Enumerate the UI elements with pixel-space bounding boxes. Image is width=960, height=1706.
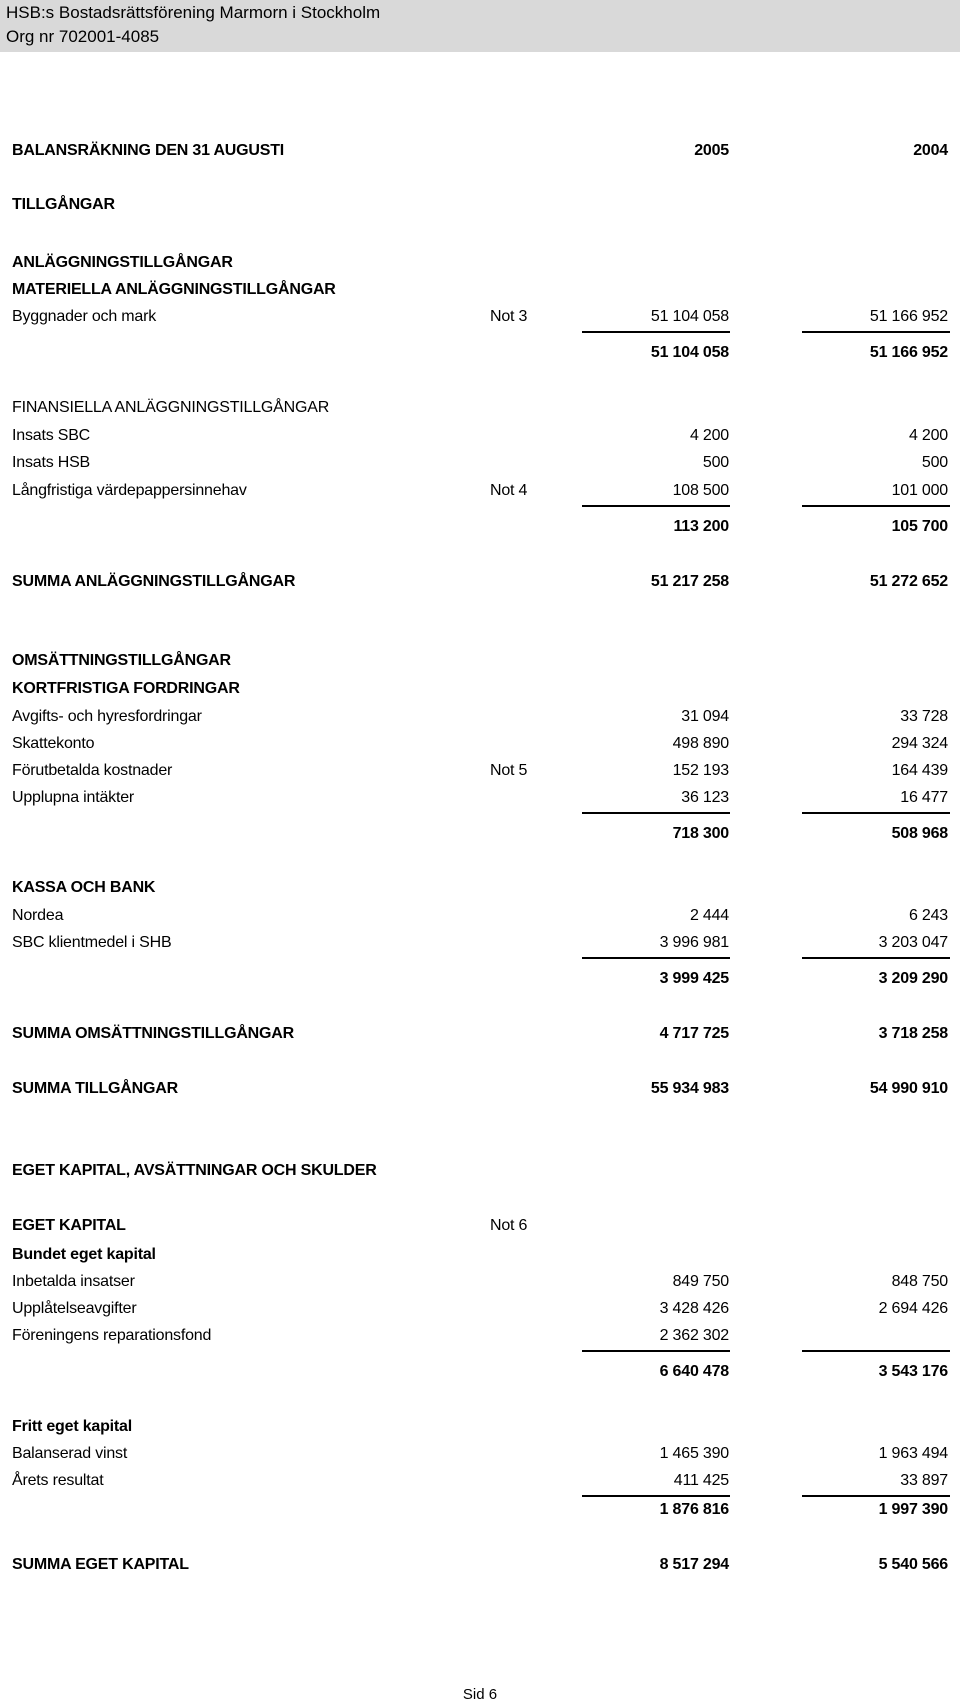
row-label: SUMMA OMSÄTTNINGSTILLGÅNGAR [12, 1025, 294, 1042]
subtotal-row [0, 825, 960, 847]
value-2005: 36 123 [681, 789, 729, 806]
value-2004: 6 243 [908, 907, 948, 924]
table-row [0, 308, 960, 330]
value-2004: 500 [921, 454, 948, 471]
row-label: KORTFRISTIGA FORDRINGAR [12, 680, 240, 697]
value-2005: 55 934 983 [650, 1080, 729, 1097]
underline [802, 505, 950, 507]
value-2005: 51 104 058 [650, 344, 729, 361]
section-heading [0, 1162, 960, 1184]
value-2005: 3 428 426 [659, 1300, 729, 1317]
value-2004: 51 166 952 [869, 344, 948, 361]
value-2004: 33 728 [900, 708, 948, 725]
row-label: Föreningens reparationsfond [12, 1327, 212, 1344]
year-2005: 2005 [694, 142, 729, 159]
table-row [0, 1300, 960, 1322]
value-2005: 411 425 [673, 1472, 729, 1489]
row-label: SBC klientmedel i SHB [12, 934, 172, 951]
value-2004: 3 209 290 [878, 970, 948, 987]
section-heading [0, 652, 960, 674]
value-2004: 848 750 [891, 1273, 948, 1290]
value-2005: 1 876 816 [659, 1501, 729, 1518]
underline [802, 957, 950, 959]
value-2005: 718 300 [672, 825, 729, 842]
page-title: BALANSRÄKNING DEN 31 AUGUSTI [12, 142, 285, 159]
value-2005: 113 200 [673, 518, 729, 535]
subtotal-row [0, 1363, 960, 1385]
row-label: FINANSIELLA ANLÄGGNINGSTILLGÅNGAR [12, 399, 330, 416]
value-2004: 33 897 [900, 1472, 948, 1489]
page-number: Sid 6 [462, 1686, 498, 1703]
row-label: SUMMA EGET KAPITAL [12, 1556, 189, 1573]
subsection-heading [0, 1246, 960, 1268]
value-2004: 1 963 494 [878, 1445, 948, 1462]
underline [582, 1350, 730, 1352]
value-2005: 152 193 [672, 762, 729, 779]
value-2004: 1 997 390 [878, 1501, 948, 1518]
underline [802, 331, 950, 333]
value-2004: 3 203 047 [878, 934, 948, 951]
row-label: MATERIELLA ANLÄGGNINGSTILLGÅNGAR [12, 281, 336, 298]
row-label: Bundet eget kapital [12, 1246, 156, 1263]
value-2004: 3 543 176 [878, 1363, 948, 1380]
note-ref: Not 5 [490, 762, 528, 779]
row-label: Förutbetalda kostnader [12, 762, 173, 779]
value-2004: 105 700 [891, 518, 948, 535]
row-label: SUMMA TILLGÅNGAR [12, 1080, 178, 1097]
value-2005: 51 217 258 [650, 573, 729, 590]
value-2004: 5 540 566 [878, 1556, 948, 1573]
table-row [0, 789, 960, 811]
underline [582, 505, 730, 507]
underline [802, 1495, 950, 1497]
table-row [0, 934, 960, 956]
subsection-heading [0, 1418, 960, 1440]
underline [582, 1495, 730, 1497]
value-2005: 31 094 [681, 708, 729, 725]
section-heading [0, 196, 960, 218]
value-2005: 51 104 058 [650, 308, 729, 325]
total-row [0, 1080, 960, 1102]
row-label: Fritt eget kapital [12, 1418, 132, 1435]
value-2004: 508 968 [891, 825, 948, 842]
subtotal-row [0, 344, 960, 366]
subsection-heading [0, 281, 960, 303]
row-label: EGET KAPITAL [12, 1217, 126, 1234]
subsection-heading [0, 879, 960, 901]
value-2005: 1 465 390 [659, 1445, 729, 1462]
table-row [0, 1273, 960, 1295]
page-header [0, 0, 960, 52]
table-row [0, 762, 960, 784]
value-2004: 3 718 258 [878, 1025, 948, 1042]
underline [802, 812, 950, 814]
total-row [0, 573, 960, 595]
row-label: ANLÄGGNINGSTILLGÅNGAR [12, 254, 233, 271]
subtotal-row [0, 1501, 960, 1523]
underline [582, 331, 730, 333]
table-row [0, 454, 960, 476]
subsection-heading [0, 1217, 960, 1239]
row-label: Skattekonto [12, 735, 95, 752]
underline [802, 1350, 950, 1352]
value-2005: 4 717 725 [659, 1025, 729, 1042]
row-label: Balanserad vinst [12, 1445, 128, 1462]
title-row [0, 142, 960, 164]
value-2005: 3 999 425 [659, 970, 729, 987]
table-row [0, 1472, 960, 1494]
value-2005: 6 640 478 [659, 1363, 729, 1380]
value-2004: 51 166 952 [869, 308, 948, 325]
underline [582, 812, 730, 814]
total-row [0, 1556, 960, 1578]
subtotal-row [0, 970, 960, 992]
row-label: Insats SBC [12, 427, 91, 444]
section-heading [0, 254, 960, 276]
value-2004: 101 000 [891, 482, 948, 499]
subsection-heading [0, 680, 960, 702]
row-label: TILLGÅNGAR [12, 196, 115, 213]
row-label: EGET KAPITAL, AVSÄTTNINGAR OCH SKULDER [12, 1162, 377, 1179]
value-2004: 16 477 [900, 789, 948, 806]
value-2004: 51 272 652 [869, 573, 948, 590]
note-ref: Not 6 [490, 1217, 528, 1234]
row-label: Insats HSB [12, 454, 91, 471]
table-row [0, 482, 960, 504]
row-label: OMSÄTTNINGSTILLGÅNGAR [12, 652, 231, 669]
table-row [0, 907, 960, 929]
note-ref: Not 4 [490, 482, 528, 499]
row-label: Upplåtelseavgifter [12, 1300, 137, 1317]
subtotal-row [0, 518, 960, 540]
note-ref: Not 3 [490, 308, 528, 325]
value-2005: 500 [702, 454, 729, 471]
org-number: Org nr 702001-4085 [6, 27, 160, 46]
row-label: Inbetalda insatser [12, 1273, 135, 1290]
row-label: Årets resultat [12, 1472, 104, 1489]
row-label: Nordea [12, 907, 64, 924]
value-2004: 54 990 910 [869, 1080, 948, 1097]
value-2004: 2 694 426 [878, 1300, 948, 1317]
subsection-heading [0, 399, 960, 421]
underline [582, 957, 730, 959]
year-2004: 2004 [913, 142, 948, 159]
table-row [0, 735, 960, 757]
value-2005: 4 200 [689, 427, 729, 444]
value-2005: 8 517 294 [659, 1556, 729, 1573]
row-label: Långfristiga värdepappersinnehav [12, 482, 247, 499]
total-row [0, 1025, 960, 1047]
org-name: HSB:s Bostadsrättsförening Marmorn i Stockholm [6, 3, 381, 22]
table-row [0, 1445, 960, 1467]
row-label: KASSA OCH BANK [12, 879, 156, 896]
table-row [0, 427, 960, 449]
value-2005: 2 444 [689, 907, 729, 924]
row-label: Byggnader och mark [12, 308, 157, 325]
value-2004: 4 200 [908, 427, 948, 444]
value-2005: 2 362 302 [659, 1327, 729, 1344]
row-label: Upplupna intäkter [12, 789, 135, 806]
row-label: SUMMA ANLÄGGNINGSTILLGÅNGAR [12, 573, 296, 590]
value-2005: 849 750 [672, 1273, 729, 1290]
value-2004: 294 324 [891, 735, 948, 752]
table-row [0, 1327, 960, 1349]
value-2005: 498 890 [672, 735, 729, 752]
value-2004: 164 439 [891, 762, 948, 779]
table-row [0, 708, 960, 730]
row-label: Avgifts- och hyresfordringar [12, 708, 202, 725]
value-2005: 108 500 [672, 482, 729, 499]
value-2005: 3 996 981 [659, 934, 729, 951]
